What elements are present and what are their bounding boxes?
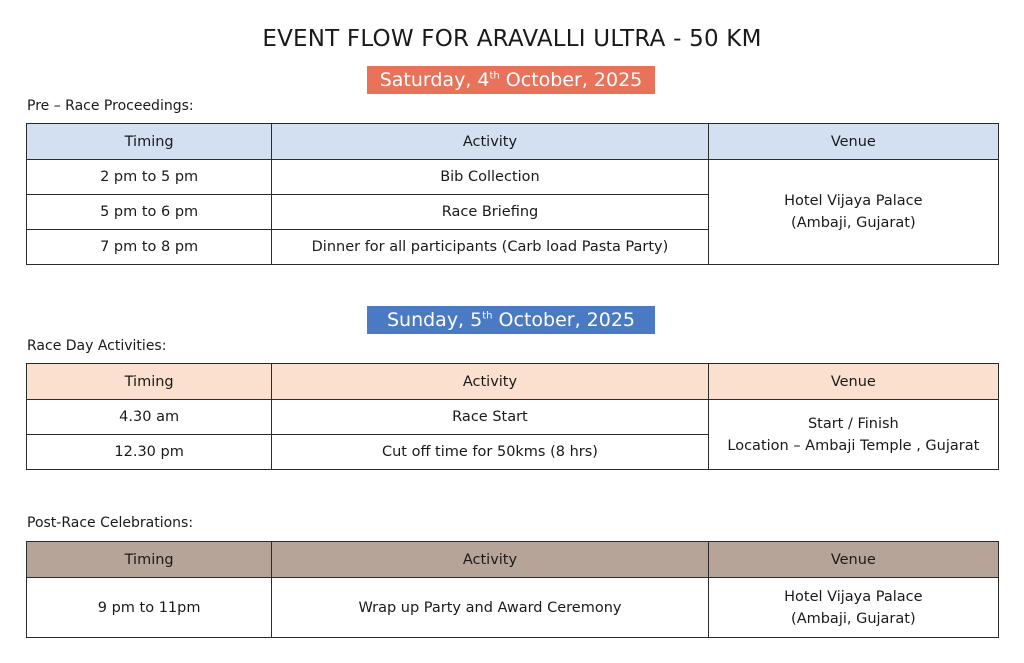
header-timing: Timing [27,542,272,578]
header-venue: Venue [708,542,998,578]
venue-line: Start / Finish [807,415,899,432]
activity-cell: Dinner for all participants (Carb load Pasta Party) [272,230,708,265]
pre-race-section-label: Pre – Race Proceedings: [27,98,194,114]
venue-line: Hotel Vijaya Palace [784,193,923,209]
header-venue: Venue [708,364,998,400]
venue-line: Location – Ambaji Temple , Gujarat [727,437,980,454]
race-day-section-label: Race Day Activities: [27,338,167,354]
post-race-table [26,541,999,638]
activity-cell: Race Start [272,400,708,435]
venue-cell [708,160,998,265]
venue-cell [708,578,998,638]
venue-line: (Ambaji, Gujarat) [791,610,916,627]
header-venue: Venue [708,124,998,160]
activity-cell: Race Briefing [272,195,708,230]
header-activity: Activity [272,542,708,578]
timing-cell: 9 pm to 11pm [27,578,272,638]
sunday-date-banner: Sunday, 5th October, 2025 [367,306,655,334]
table-header-row [27,364,999,400]
timing-cell: 2 pm to 5 pm [27,160,272,195]
table-row [27,160,999,195]
activity-cell: Bib Collection [272,160,708,195]
page-title: EVENT FLOW FOR ARAVALLI ULTRA - 50 KM [262,26,762,52]
venue-line: (Ambaji, Gujarat) [791,215,916,231]
timing-cell: 7 pm to 8 pm [27,230,272,265]
race-day-table [26,363,999,470]
header-timing: Timing [27,364,272,400]
timing-cell: 12.30 pm [27,435,272,470]
table-row [27,400,999,435]
table-header-row [27,542,999,578]
venue-cell [708,400,998,470]
table-header-row [27,124,999,160]
activity-cell: Cut off time for 50kms (8 hrs) [272,435,708,470]
header-activity: Activity [272,124,708,160]
table-row [27,578,999,638]
timing-cell: 5 pm to 6 pm [27,195,272,230]
header-activity: Activity [272,364,708,400]
post-race-section-label: Post-Race Celebrations: [27,515,194,531]
timing-cell: 4.30 am [27,400,272,435]
activity-cell: Wrap up Party and Award Ceremony [272,578,708,638]
pre-race-table [26,123,999,265]
venue-line: Hotel Vijaya Palace [784,588,923,605]
header-timing: Timing [27,124,272,160]
saturday-date-banner: Saturday, 4th October, 2025 [367,66,655,94]
